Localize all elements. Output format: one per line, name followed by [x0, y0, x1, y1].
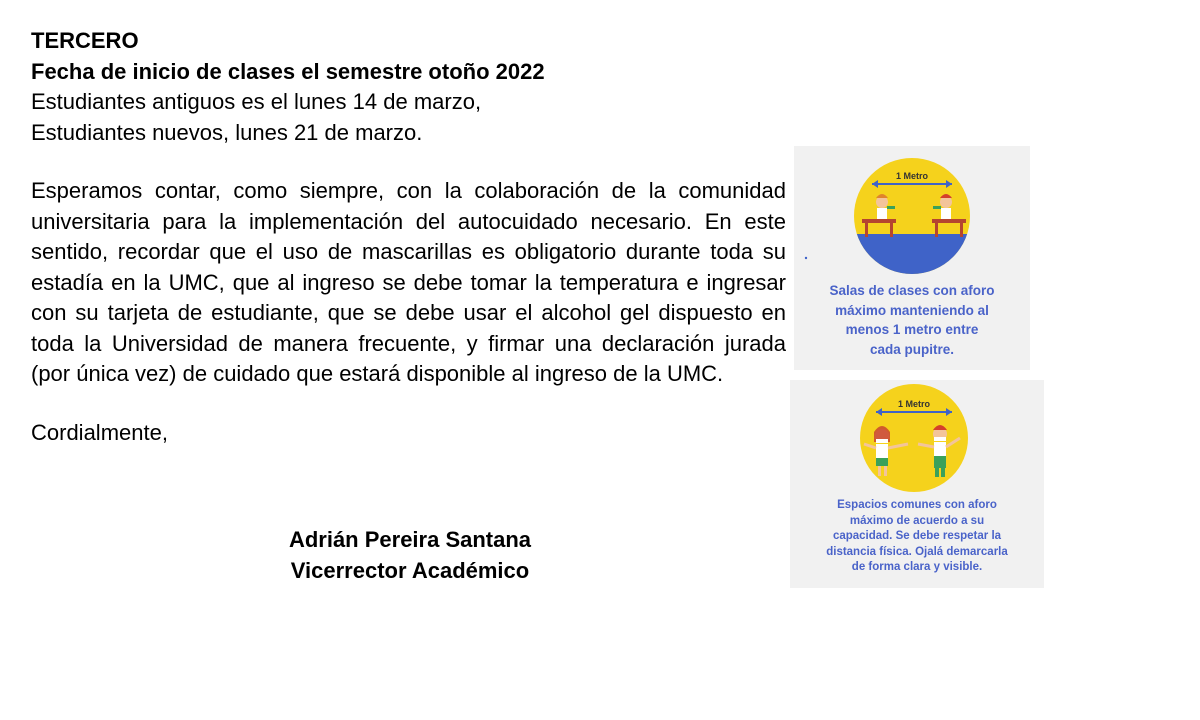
- caption-line: distancia física. Ojalá demarcarla: [826, 545, 1008, 558]
- signer-name: Adrián Pereira Santana: [288, 527, 532, 552]
- signature-block: [230, 524, 590, 586]
- body-paragraph: Esperamos contar, como siempre, con la colaboración de la comunidad universitaria para la implementación del autocuidado necesario. En este sentido, recordar que el uso de mascarillas es obligatorio durante toda su estadía en la UMC, que al ingreso se debe tomar la temperatura e ingresar con su tarjeta de estudiante, que se debe usar el alcohol gel dispuesto en toda la Universidad de manera frecuente, y firmar una declaración jurada (por única vez) de cuidado que estará disponible al ingreso de la UMC.: [31, 178, 786, 386]
- letter-body: [31, 26, 786, 448]
- signer-title: Vicerrector Académico: [290, 558, 530, 583]
- caption-line: máximo manteniendo al: [835, 302, 989, 318]
- classroom-distance-infographic: [794, 146, 1030, 370]
- common-spaces-infographic: [790, 380, 1044, 588]
- distance-label: 1 Metro: [895, 171, 928, 181]
- caption-line: Salas de clases con aforo: [829, 283, 995, 298]
- heading: Fecha de inicio de clases el semestre otoño 2022: [31, 58, 545, 84]
- caption-line: Espacios comunes con aforo: [837, 499, 997, 511]
- closing: Cordialmente,: [31, 419, 168, 445]
- caption: [794, 281, 1030, 359]
- floor: [849, 234, 979, 279]
- classroom-illustration: [794, 146, 1030, 281]
- date-line-new: Estudiantes nuevos, lunes 21 de marzo.: [31, 119, 423, 145]
- caption-line: de forma clara y visible.: [851, 561, 983, 573]
- date-line-returning: Estudiantes antiguos es el lunes 14 de marzo,: [31, 89, 482, 114]
- caption-line: máximo de acuerdo a su: [849, 514, 985, 527]
- people-illustration: [790, 380, 1044, 495]
- caption: [790, 498, 1044, 576]
- section-title: TERCERO: [31, 28, 139, 53]
- caption-line: cada pupitre.: [869, 341, 955, 357]
- caption-line: capacidad. Se debe respetar la: [832, 530, 1002, 542]
- caption-line: menos 1 metro entre: [845, 322, 979, 337]
- distance-label: 1 Metro: [897, 399, 930, 409]
